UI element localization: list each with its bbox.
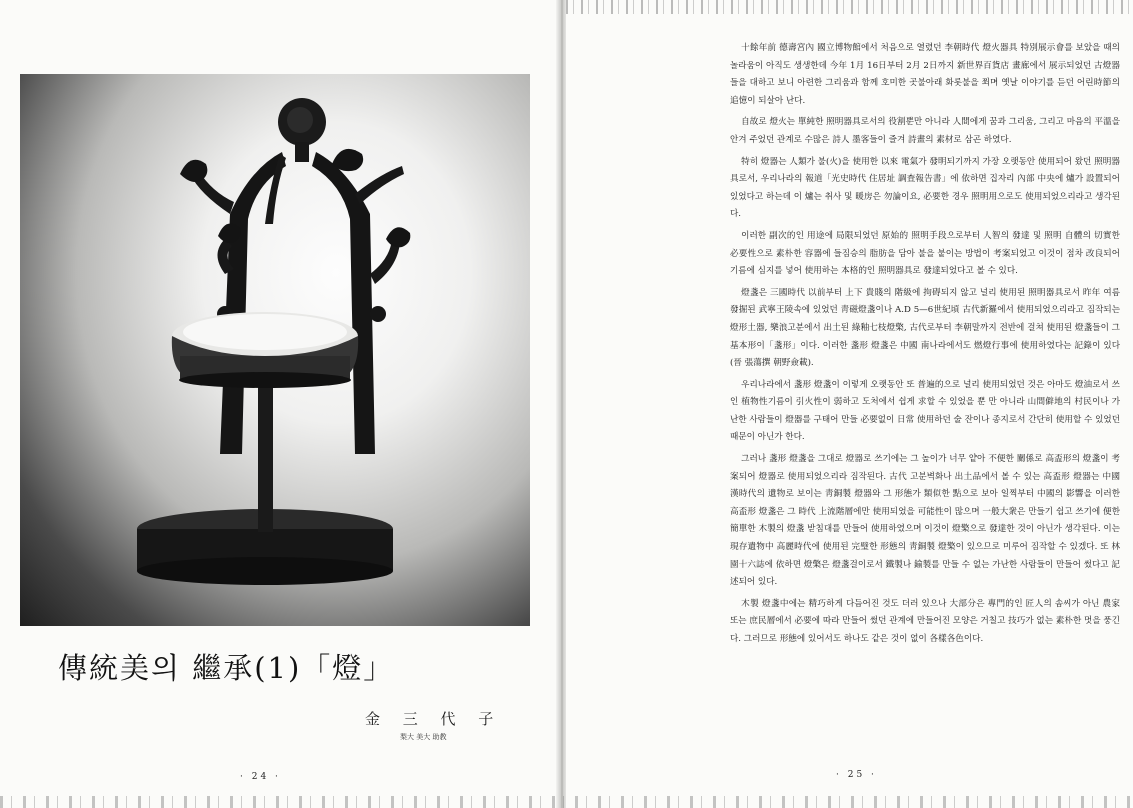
scan-edge-bottom — [0, 796, 1133, 808]
body-paragraph: 우리나라에서 盞形 燈盞이 이렇게 오랫동안 또 普遍的으로 널리 使用되었던 것은 아마도 燈油로서 쓰인 植物性기름이 引火性이 弱하고 도처에서 쉽게 求할 수 있었을 뿐 만 아니라 山間僻地의 村民이나 가난한 사람들이 燈器를 구태어 만들 必要없이 日常 使用하던 술 잔이나 종지로서 간단히 使用할 수 있었던 때문이 아닌가 한다. — [730, 379, 1120, 443]
body-paragraph: 그러나 盞形 燈盞을 그대로 燈器로 쓰기에는 그 높이가 너무 얕아 不便한 關係로 高盃形의 燈盞이 考案되어 燈器로 使用되었으리라 짐작된다. 古代 고분벽화나 出土品에서 볼 수 있는 高盃形 燈器는 中國 漢時代의 遺物로 보이는 靑銅製 燈器와 그 形態가 類似한 點으로 보아 일찍부터 中國의 影響을 이러한 高盃形 燈盞은 그 時代 上流階層에만 使用되었을 可能性이 많으며 一般大衆은 만들기 쉽고 쓰기에 便한 簡單한 木製의 燈盞 받침대를 만들어 使用하였으며 이것이 燈檠으로 發達한 것이 아닌가 생각된다. 이는 現存遺物中 高麗時代에 使用된 完璧한 形態의 靑銅製 燈檠이 있으므로 미루어 짐작할 수 있겠다. 또 林園十六誌에 依하면 燈檠은 燈盞걸이로서 鐵製나 鍮製를 만들 수 없는 가난한 사람들이 만들어 썼다고 記述되어 있다. — [730, 454, 1120, 588]
lamp-stand-illustration — [20, 74, 530, 626]
scan-edge-top — [566, 0, 1133, 14]
article-body — [730, 40, 1120, 653]
body-paragraph: 이러한 副次的인 用途에 局限되었던 原始的 照明手段으로부터 人智의 發達 및 照明 自體의 切實한 必要性으로 素朴한 容器에 들짐승의 脂肪을 담아 불을 붙이는 방법이 考案되었고 이것이 점차 改良되어 기름에 심지를 넣어 使用하는 本格的인 照明器具로 發達되었다고 볼 수 있다. — [730, 230, 1120, 277]
author-affiliation: 梨大 美大 助教 — [400, 733, 447, 741]
body-paragraph: 木製 燈盞中에는 精巧하게 다듬어진 것도 더러 있으나 大部分은 專門的인 匠人의 솜씨가 아닌 農家 또는 庶民層에서 必要에 따라 만들어 썼던 관계에 만들어진 모양은 거칠고 技巧가 없는 素朴한 멋을 풍긴다. 그러므로 形態에 있어서도 하나도 같은 것이 없이 各樣各色이다. — [730, 598, 1120, 644]
body-paragraph: 十餘年前 德壽宮內 國立博物館에서 처음으로 열렸던 李朝時代 燈火器具 特別展示會를 보았을 때의 놀라움이 아직도 생생한데 今年 1月 16日부터 2月 2日까지 新世界百貨店 畫廊에서 展示되었던 古燈器들을 대하고 보니 아련한 그리움과 함께 호미한 곳불아래 화롯불을 쬐며 옛날 이야기를 듣던 어린時節의 追憶이 되살아 난다. — [730, 43, 1120, 106]
body-paragraph: 燈盞은 三國時代 以前부터 上下 貴賤의 階級에 拘碍되지 않고 널리 使用된 照明器具로서 昨年 여름 發掘된 武寧王陵속에 있었던 靑磁燈盞이나 A.D 5—6世紀頃 古代新羅에서 使用되었으리라고 짐작되는 燈形土器, 樂浪고분에서 出土된 綠釉七枝燈檠, 古代로부터 李朝말까지 전반에 걸쳐 使用된 燈盞들이 그 基本形이「盞形」이다. 이러한 盞形 燈盞은 中國 南나라에서도 燃燈行事에 使用하였다는 記錄이 있다(晉 張蕩撰 朝野僉載). — [730, 287, 1120, 369]
article-title: 傳統美의 繼承(1)「燈」 — [58, 651, 395, 685]
page-number-left: · 24 · — [240, 772, 281, 782]
body-paragraph: 自故로 燈火는 單純한 照明器具로서의 役割뿐만 아니라 人間에게 꿈과 그리움, 그리고 마음의 平溫을 안겨 주었던 관계로 수많은 詩人 墨客들이 즐겨 詩畫의 素材로 삼곤 하였다. — [730, 117, 1120, 145]
left-page — [0, 0, 560, 808]
page-number-right: · 25 · — [836, 770, 877, 780]
lamp-stand-photo — [20, 74, 530, 626]
body-paragraph: 特히 燈器는 人類가 불(火)을 使用한 以來 電氣가 發明되기까지 가장 오랫동안 使用되어 왔던 照明器具로서, 우리나라의 報道「光史時代 住居址 調査報告書」에 依하면 집자리 內部 中央에 爐가 設置되어 있었다고 하는데 이 爐는 취사 및 暖房은 勿論이요, 必要한 경우 照明用으로도 使用되었으리라고 생각된다. — [730, 156, 1120, 220]
author-name: 金 三 代 子 — [365, 710, 503, 728]
